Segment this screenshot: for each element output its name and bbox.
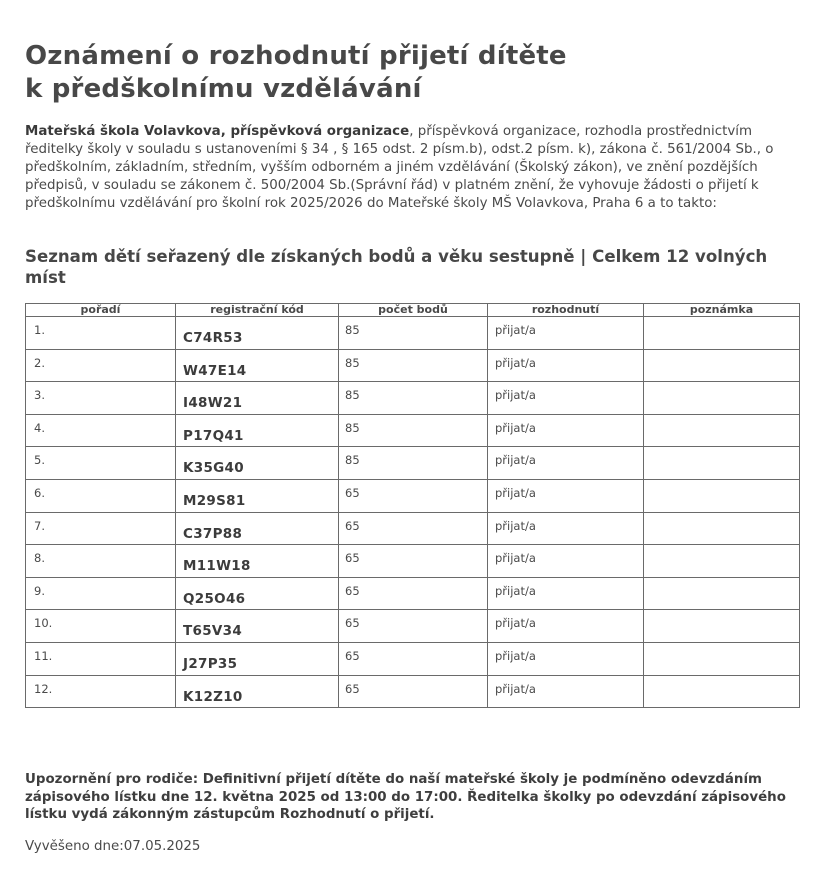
cell-points-text: 65	[345, 551, 360, 566]
cell-points	[339, 349, 488, 382]
cell-registration-code-text: J27P35	[183, 655, 238, 672]
cell-decision-text: přijat/a	[495, 323, 536, 337]
cell-decision	[488, 349, 644, 382]
cell-note	[644, 382, 800, 415]
cell-points	[339, 610, 488, 643]
cell-decision	[488, 610, 644, 643]
cell-points-text: 65	[345, 681, 360, 696]
cell-decision	[488, 577, 644, 610]
cell-order	[26, 414, 176, 447]
cell-decision	[488, 382, 644, 415]
title-line-1: Oznámení o rozhodnutí přijetí dítěte	[25, 41, 567, 71]
cell-order-text: 10.	[34, 616, 53, 631]
cell-decision-text: přijat/a	[495, 388, 536, 403]
cell-note	[644, 414, 800, 447]
cell-registration-code-text: P17Q41	[183, 427, 244, 444]
cell-registration-code	[176, 675, 339, 708]
list-title: Seznam dětí seřazený dle získaných bodů a věku sestupně | Celkem 12 volných míst	[25, 247, 768, 287]
cell-registration-code	[176, 545, 339, 578]
cell-order	[26, 317, 176, 350]
table-row	[26, 610, 800, 643]
cell-registration-code	[176, 479, 339, 512]
cell-order-text: 8.	[34, 551, 45, 566]
cell-order-text: 11.	[34, 648, 53, 663]
cell-points	[339, 512, 488, 545]
table-row	[26, 414, 800, 447]
cell-note	[644, 479, 800, 512]
cell-decision-text: přijat/a	[495, 616, 536, 631]
cell-decision	[488, 414, 644, 447]
cell-decision-text: přijat/a	[495, 518, 536, 533]
cell-decision-text: přijat/a	[495, 420, 536, 435]
cell-decision	[488, 317, 644, 350]
intro-text: , příspěvková organizace, rozhodla prostřednictvím ředitelky školy v souladu s ustanoveními § 34 , § 165 odst. 2 písm.b), odst.2 písm. k), zákona č. 561/2004 Sb., o předškolním, základním, středním, vyšším odborném a jiném vzdělávání (Školský zákon), ve znění pozdějších předpisů, v souladu se zákonem č. 500/2004 Sb.(Správní řád) v platném znění, že vyhovuje žádosti o přijetí k předškolnímu vzdělávání pro školní rok 2025/2026 do Mateřské školy MŠ Volavkova, Praha 6 a to takto:	[25, 124, 774, 211]
cell-points-text: 85	[345, 355, 360, 370]
table-row	[26, 349, 800, 382]
admission-table	[25, 303, 800, 708]
cell-registration-code	[176, 512, 339, 545]
cell-points-text: 85	[345, 388, 360, 403]
cell-registration-code-text: W47E14	[183, 362, 247, 379]
cell-order-text: 4.	[34, 420, 45, 435]
cell-registration-code	[176, 610, 339, 643]
table-row	[26, 577, 800, 610]
cell-points	[339, 479, 488, 512]
cell-decision-text: přijat/a	[495, 551, 536, 566]
cell-points	[339, 317, 488, 350]
cell-points-text: 65	[345, 485, 360, 500]
cell-decision-text: přijat/a	[495, 485, 536, 500]
cell-registration-code-text: Q25O46	[183, 590, 246, 607]
cell-note	[644, 675, 800, 708]
cell-order-text: 3.	[34, 388, 45, 403]
cell-note	[644, 349, 800, 382]
table-header-row	[26, 304, 800, 317]
cell-order	[26, 447, 176, 480]
cell-points-text: 65	[345, 583, 360, 598]
cell-order	[26, 642, 176, 675]
cell-note	[644, 447, 800, 480]
header-order: pořadí	[26, 304, 176, 317]
cell-order-text: 9.	[34, 583, 45, 598]
title-line-2: k předškolnímu vzdělávání	[25, 74, 422, 104]
table-row	[26, 512, 800, 545]
cell-registration-code-text: K12Z10	[183, 688, 243, 705]
cell-order-text: 1.	[34, 323, 45, 337]
cell-registration-code	[176, 642, 339, 675]
cell-order-text: 6.	[34, 485, 45, 500]
cell-points	[339, 414, 488, 447]
header-points: počet bodů	[339, 304, 488, 317]
cell-registration-code-text: M29S81	[183, 492, 246, 509]
document-title	[25, 40, 815, 106]
cell-points-text: 65	[345, 648, 360, 663]
cell-decision-text: přijat/a	[495, 583, 536, 598]
cell-decision-text: přijat/a	[495, 453, 536, 468]
cell-registration-code-text: C74R53	[183, 330, 243, 346]
cell-registration-code-text: C37P88	[183, 525, 243, 542]
cell-points-text: 65	[345, 616, 360, 631]
cell-order-text: 2.	[34, 355, 45, 370]
table-row	[26, 479, 800, 512]
cell-order-text: 7.	[34, 518, 45, 533]
cell-points	[339, 447, 488, 480]
cell-points-text: 85	[345, 453, 360, 468]
cell-decision	[488, 545, 644, 578]
cell-order	[26, 675, 176, 708]
table-row	[26, 675, 800, 708]
cell-order	[26, 610, 176, 643]
header-note: poznámka	[644, 304, 800, 317]
cell-points	[339, 642, 488, 675]
cell-order-text: 5.	[34, 453, 45, 468]
cell-note	[644, 642, 800, 675]
table-row	[26, 642, 800, 675]
table-row	[26, 545, 800, 578]
cell-decision	[488, 479, 644, 512]
posted-date: Vyvěšeno dne:07.05.2025	[25, 839, 201, 854]
cell-note	[644, 610, 800, 643]
cell-decision-text: přijat/a	[495, 681, 536, 696]
cell-order	[26, 577, 176, 610]
cell-registration-code-text: I48W21	[183, 395, 243, 412]
cell-decision-text: přijat/a	[495, 648, 536, 663]
parent-notice: Upozornění pro rodiče: Definitivní přijetí dítěte do naší mateřské školy je podmíněno odevzdáním zápisového lístku dne 12. května 2025 od 13:00 do 17:00. Ředitelka školky po odevzdání zápisového lístku vydá zákonným zástupcům Rozhodnutí o přijetí.	[25, 772, 786, 822]
cell-order	[26, 382, 176, 415]
cell-note	[644, 512, 800, 545]
cell-points-text: 65	[345, 518, 360, 533]
cell-points	[339, 577, 488, 610]
school-name: Mateřská škola Volavkova, příspěvková organizace	[25, 124, 410, 139]
cell-registration-code	[176, 349, 339, 382]
table-row	[26, 447, 800, 480]
cell-points	[339, 675, 488, 708]
cell-decision	[488, 512, 644, 545]
cell-registration-code	[176, 382, 339, 415]
cell-registration-code	[176, 577, 339, 610]
cell-registration-code	[176, 317, 339, 350]
cell-registration-code-text: M11W18	[183, 558, 251, 575]
header-decision: rozhodnutí	[488, 304, 644, 317]
cell-points	[339, 545, 488, 578]
cell-decision	[488, 447, 644, 480]
cell-registration-code-text: T65V34	[183, 623, 243, 640]
cell-note	[644, 577, 800, 610]
cell-note	[644, 317, 800, 350]
cell-points-text: 85	[345, 420, 360, 435]
table-row	[26, 317, 800, 350]
cell-order	[26, 349, 176, 382]
cell-decision-text: přijat/a	[495, 355, 536, 370]
cell-note	[644, 545, 800, 578]
intro-paragraph	[25, 123, 810, 213]
cell-registration-code	[176, 447, 339, 480]
cell-order	[26, 512, 176, 545]
cell-order-text: 12.	[34, 681, 53, 696]
cell-decision	[488, 642, 644, 675]
cell-order	[26, 545, 176, 578]
cell-points	[339, 382, 488, 415]
cell-decision	[488, 675, 644, 708]
cell-registration-code-text: K35G40	[183, 460, 244, 477]
cell-registration-code	[176, 414, 339, 447]
cell-order	[26, 479, 176, 512]
header-registration-code: registrační kód	[176, 304, 339, 317]
table-row	[26, 382, 800, 415]
cell-points-text: 85	[345, 323, 360, 337]
